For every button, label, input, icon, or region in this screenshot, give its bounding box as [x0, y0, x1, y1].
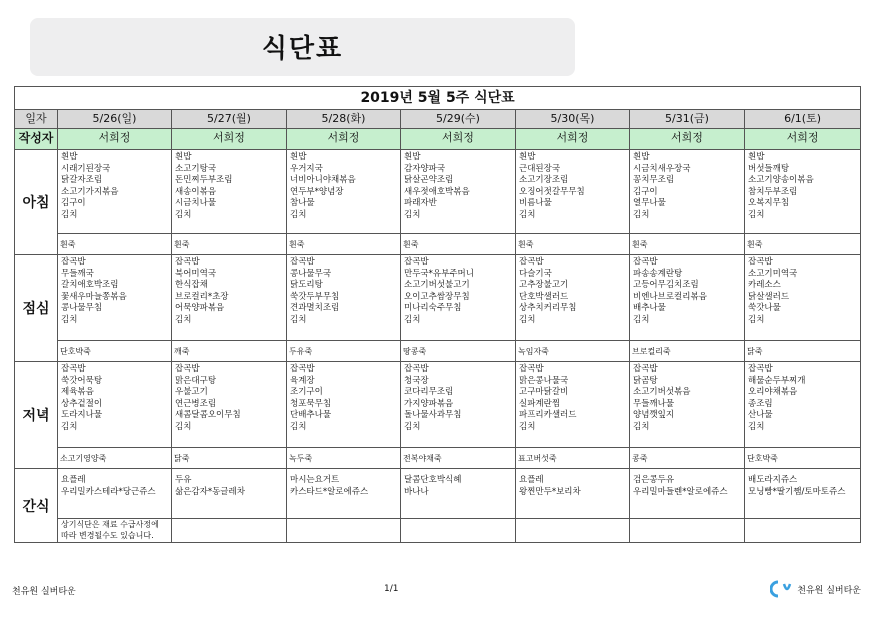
author-cell: 서희정 [630, 129, 745, 150]
menu-item: 쑥갓나물 [748, 303, 781, 313]
date-cell: 6/1(토) [745, 110, 861, 129]
menu-item: 삶은감자*동글레차 [175, 486, 245, 497]
menu-item: 시금치나물 [175, 198, 217, 208]
menu-cell-breakfast [401, 150, 516, 234]
menu-item: 꽁치무조림 [633, 175, 675, 185]
menu-cell-lunch [287, 255, 401, 341]
menu-item: 감자양파국 [404, 163, 446, 174]
menu-item: 해물순두부찌개 [748, 375, 806, 386]
menu-item: 양념깻잎지 [633, 410, 675, 420]
menu-item: 잡곡밥 [61, 257, 86, 267]
menu-item: 김치 [633, 209, 650, 220]
menu-item: 만두국*유부주머니 [404, 268, 474, 279]
menu-item: 북어미역국 [175, 268, 217, 279]
menu-item: 흰밥 [404, 152, 421, 162]
date-cell: 5/28(화) [287, 110, 401, 129]
date-cell: 5/26(일) [58, 110, 172, 129]
menu-item: 김치 [748, 314, 765, 325]
menu-item: 두유 [175, 475, 192, 485]
menu-item: 소고기버섯불고기 [404, 280, 470, 290]
menu-item: 연두부*양념장 [290, 186, 344, 197]
menu-item: 어묵양파볶음 [175, 303, 225, 313]
menu-item: 청포묵무침 [290, 398, 332, 409]
porridge-cell: 단호박죽 [58, 341, 172, 362]
menu-item: 김치 [175, 421, 192, 432]
meal-label-dinner: 저녁 [15, 362, 58, 469]
menu-item: 파송송계란탕 [633, 268, 683, 279]
menu-item: 배도라지쥬스 [748, 475, 798, 485]
menu-item: 연근병조림 [175, 398, 217, 409]
menu-cell-breakfast [287, 150, 401, 234]
menu-item: 김치 [290, 314, 307, 325]
menu-item: 오이고추쌈장무침 [404, 291, 470, 302]
menu-item: 단호박샐러드 [519, 291, 569, 302]
footer-page: 1/1 [384, 584, 399, 594]
menu-item: 참치두부조림 [748, 186, 798, 197]
porridge-cell: 흰죽 [172, 234, 287, 255]
porridge-cell: 깨죽 [172, 341, 287, 362]
menu-item: 요플레 [61, 475, 86, 485]
porridge-cell: 콩죽 [630, 448, 745, 469]
porridge-cell: 전복야채죽 [401, 448, 516, 469]
menu-item: 달콤단호박식혜 [404, 475, 462, 485]
menu-item: 잡곡밥 [290, 364, 315, 374]
menu-item: 잡곡밥 [519, 364, 544, 374]
menu-cell-dinner [745, 362, 861, 448]
menu-cell-breakfast [58, 150, 172, 234]
porridge-cell: 닭죽 [745, 341, 861, 362]
menu-item: 우거지국 [290, 163, 323, 174]
menu-item: 근대된장국 [519, 163, 561, 174]
menu-item: 닭살곤약조림 [404, 175, 454, 185]
menu-item: 소고기미역국 [748, 268, 798, 279]
menu-item: 돌나물사과무침 [404, 410, 462, 420]
porridge-cell: 브로컬리죽 [630, 341, 745, 362]
menu-item: 산나물 [748, 410, 773, 420]
footer-logo [770, 580, 861, 598]
menu-item: 김치 [404, 314, 421, 325]
footer-org: 천유원 실버타운 [12, 587, 76, 597]
menu-item: 무들깨나물 [633, 398, 675, 409]
menu-item: 우불고기 [175, 387, 208, 397]
menu-item: 김치 [404, 209, 421, 220]
menu-cell-snack [630, 469, 745, 519]
menu-cell-lunch [745, 255, 861, 341]
author-cell: 서희정 [58, 129, 172, 150]
menu-item: 고등어무김치조림 [633, 280, 699, 290]
menu-item: 우리밀마들렌*알로에쥬스 [633, 486, 728, 497]
menu-item: 잡곡밥 [748, 257, 773, 267]
porridge-cell: 녹두죽 [287, 448, 401, 469]
menu-item: 미나리숙주무침 [404, 303, 462, 313]
date-cell: 5/29(수) [401, 110, 516, 129]
menu-item: 상추겉절이 [61, 398, 103, 409]
meal-table [14, 86, 861, 543]
menu-item: 왕찐만두*보리차 [519, 486, 581, 497]
porridge-cell: 흰죽 [516, 234, 630, 255]
author-cell: 서희정 [401, 129, 516, 150]
menu-item: 실파계란찜 [519, 398, 561, 409]
porridge-cell: 흰죽 [58, 234, 172, 255]
menu-item: 참나물 [290, 198, 315, 208]
menu-item: 김치 [519, 314, 536, 325]
menu-item: 카스타드*알로에쥬스 [290, 486, 369, 497]
meal-label-lunch: 점심 [15, 255, 58, 362]
menu-item: 잡곡밥 [404, 257, 429, 267]
menu-item: 김치 [290, 209, 307, 220]
menu-cell-snack [287, 469, 401, 519]
menu-item: 잡곡밥 [633, 364, 658, 374]
menu-item: 비름나물 [519, 198, 552, 208]
menu-item: 제육볶음 [61, 387, 94, 397]
menu-item: 코다리무조림 [404, 387, 454, 397]
menu-item: 김치 [290, 421, 307, 432]
menu-item: 청국장 [404, 375, 429, 386]
menu-item: 견과멸치조림 [290, 303, 340, 313]
menu-item: 닭도리탕 [290, 280, 323, 290]
date-cell: 5/27(월) [172, 110, 287, 129]
menu-item: 종조림 [748, 398, 773, 409]
table-title: 2019년 5월 5주 식단표 [15, 87, 861, 110]
menu-item: 갈치애호박조림 [61, 280, 119, 290]
menu-item: 고구마닭갈비 [519, 387, 569, 397]
date-header-label: 일자 [15, 110, 58, 129]
menu-item: 닭곰탕 [633, 375, 658, 386]
menu-item: 요플레 [519, 475, 544, 485]
menu-item: 소고기장조림 [519, 175, 569, 185]
menu-item: 흰밥 [633, 152, 650, 162]
menu-item: 흰밥 [748, 152, 765, 162]
title-bar [30, 18, 575, 76]
menu-item: 잡곡밥 [404, 364, 429, 374]
menu-item: 조기구이 [290, 387, 323, 397]
menu-item: 김치 [748, 421, 765, 432]
menu-item: 열무나물 [633, 198, 666, 208]
menu-item: 꽃새우마늘쫑볶음 [61, 291, 127, 302]
menu-item: 콩나물무국 [290, 268, 332, 279]
menu-item: 너비아니야채볶음 [290, 175, 356, 185]
menu-item: 상추치커리무침 [519, 303, 577, 313]
meal-label-breakfast: 아침 [15, 150, 58, 255]
menu-item: 닭갈자조림 [61, 175, 103, 185]
porridge-cell: 두유죽 [287, 341, 401, 362]
menu-item: 고추장불고기 [519, 280, 569, 290]
menu-item: 흰밥 [175, 152, 192, 162]
menu-item: 잡곡밥 [175, 257, 200, 267]
menu-cell-dinner [630, 362, 745, 448]
menu-cell-lunch [172, 255, 287, 341]
porridge-cell: 표고버섯죽 [516, 448, 630, 469]
menu-cell-lunch [516, 255, 630, 341]
author-cell: 서희정 [745, 129, 861, 150]
menu-cell-snack [58, 469, 172, 519]
menu-cell-breakfast [745, 150, 861, 234]
menu-item: 잡곡밥 [61, 364, 86, 374]
menu-cell-breakfast [630, 150, 745, 234]
menu-cell-lunch [630, 255, 745, 341]
menu-cell-breakfast [172, 150, 287, 234]
menu-item: 김치 [175, 314, 192, 325]
logo-text: 천유원 실버타운 [797, 585, 861, 596]
menu-cell-snack [745, 469, 861, 519]
menu-item: 육계장 [290, 375, 315, 386]
date-cell: 5/30(목) [516, 110, 630, 129]
menu-item: 새송이볶음 [175, 186, 217, 197]
menu-note: 상기식단은 재료 수급사정에 따라 변경될수도 있습니다. [58, 519, 172, 543]
menu-item: 김치 [519, 421, 536, 432]
menu-item: 소고기탕국 [175, 163, 217, 174]
menu-cell-dinner [287, 362, 401, 448]
menu-item: 맑은콩나물국 [519, 375, 569, 386]
porridge-cell: 흰죽 [745, 234, 861, 255]
menu-item: 김치 [633, 314, 650, 325]
menu-item: 돈민찌두부조림 [175, 175, 233, 185]
menu-item: 잡곡밥 [175, 364, 200, 374]
menu-item: 김구이 [633, 186, 658, 197]
menu-item: 맑은대구탕 [175, 375, 217, 386]
author-cell: 서희정 [287, 129, 401, 150]
menu-item: 버섯들깨탕 [748, 163, 790, 174]
menu-cell-dinner [58, 362, 172, 448]
menu-item: 오복지무침 [748, 198, 790, 208]
menu-item: 단배추나물 [290, 410, 332, 420]
menu-item: 김치 [61, 209, 78, 220]
menu-item: 김치 [61, 314, 78, 325]
menu-item: 우리밀카스테라*당근쥬스 [61, 486, 156, 497]
menu-item: 가지양파볶음 [404, 398, 454, 409]
menu-item: 콩나물무침 [61, 303, 103, 313]
menu-item: 김치 [633, 421, 650, 432]
menu-item: 김치 [748, 209, 765, 220]
menu-item: 검은콩두유 [633, 475, 675, 485]
menu-item: 모닝빵*딸기쨈/토마토쥬스 [748, 486, 846, 497]
menu-item: 시금치새우장국 [633, 163, 691, 174]
porridge-cell: 닭죽 [172, 448, 287, 469]
menu-item: 잡곡밥 [748, 364, 773, 374]
menu-item: 비엔나브로컬리볶음 [633, 291, 707, 302]
menu-cell-snack [172, 469, 287, 519]
menu-cell-dinner [516, 362, 630, 448]
meal-label-snack: 간식 [15, 469, 58, 543]
menu-item: 브로컬리*초장 [175, 291, 229, 302]
menu-item: 쑥갓두부무침 [290, 291, 340, 302]
porridge-cell: 흰죽 [287, 234, 401, 255]
menu-item: 마시는요거트 [290, 475, 340, 485]
author-header-label: 작성자 [15, 129, 58, 150]
menu-cell-lunch [401, 255, 516, 341]
menu-cell-dinner [401, 362, 516, 448]
page-title: 식단표 [261, 34, 344, 64]
porridge-cell: 땅콩죽 [401, 341, 516, 362]
menu-item: 오징어젓갈무무침 [519, 186, 585, 197]
menu-item: 소고기양송이볶음 [748, 175, 814, 185]
menu-item: 김치 [175, 209, 192, 220]
menu-item: 배추나물 [633, 303, 666, 313]
menu-item: 김치 [404, 421, 421, 432]
porridge-cell: 흰죽 [630, 234, 745, 255]
logo-icon [770, 580, 794, 598]
menu-item: 카레소스 [748, 280, 781, 290]
menu-item: 잡곡밥 [633, 257, 658, 267]
menu-cell-snack [401, 469, 516, 519]
menu-cell-snack [516, 469, 630, 519]
menu-item: 새우젓애호박볶음 [404, 186, 470, 197]
author-cell: 서희정 [172, 129, 287, 150]
menu-item: 잡곡밥 [290, 257, 315, 267]
menu-item: 소고기버섯볶음 [633, 387, 691, 397]
menu-item: 닭살샐러드 [748, 291, 790, 302]
menu-item: 도라지나물 [61, 410, 103, 420]
menu-item: 파프리카샐러드 [519, 410, 577, 420]
menu-item: 파래자반 [404, 198, 437, 208]
menu-item: 시래기된장국 [61, 163, 111, 174]
menu-cell-lunch [58, 255, 172, 341]
menu-item: 김구이 [61, 198, 86, 208]
porridge-cell: 녹임자죽 [516, 341, 630, 362]
author-cell: 서희정 [516, 129, 630, 150]
menu-item: 흰밥 [290, 152, 307, 162]
menu-item: 무들깨국 [61, 268, 94, 279]
menu-item: 흰밥 [61, 152, 78, 162]
menu-item: 쑥갓어묵탕 [61, 375, 103, 386]
menu-cell-dinner [172, 362, 287, 448]
menu-item: 김치 [519, 209, 536, 220]
menu-item: 김치 [61, 421, 78, 432]
porridge-cell: 단호박죽 [745, 448, 861, 469]
date-cell: 5/31(금) [630, 110, 745, 129]
menu-item: 소고기가지볶음 [61, 186, 119, 197]
porridge-cell: 흰죽 [401, 234, 516, 255]
menu-item: 흰밥 [519, 152, 536, 162]
menu-item: 잡곡밥 [519, 257, 544, 267]
menu-item: 다슬기국 [519, 268, 552, 279]
menu-cell-breakfast [516, 150, 630, 234]
menu-item: 새콤달콤오이무침 [175, 410, 241, 420]
porridge-cell: 소고기영양죽 [58, 448, 172, 469]
menu-item: 오리야채볶음 [748, 387, 798, 397]
menu-item: 한식잡채 [175, 280, 208, 290]
menu-item: 바나나 [404, 486, 429, 497]
